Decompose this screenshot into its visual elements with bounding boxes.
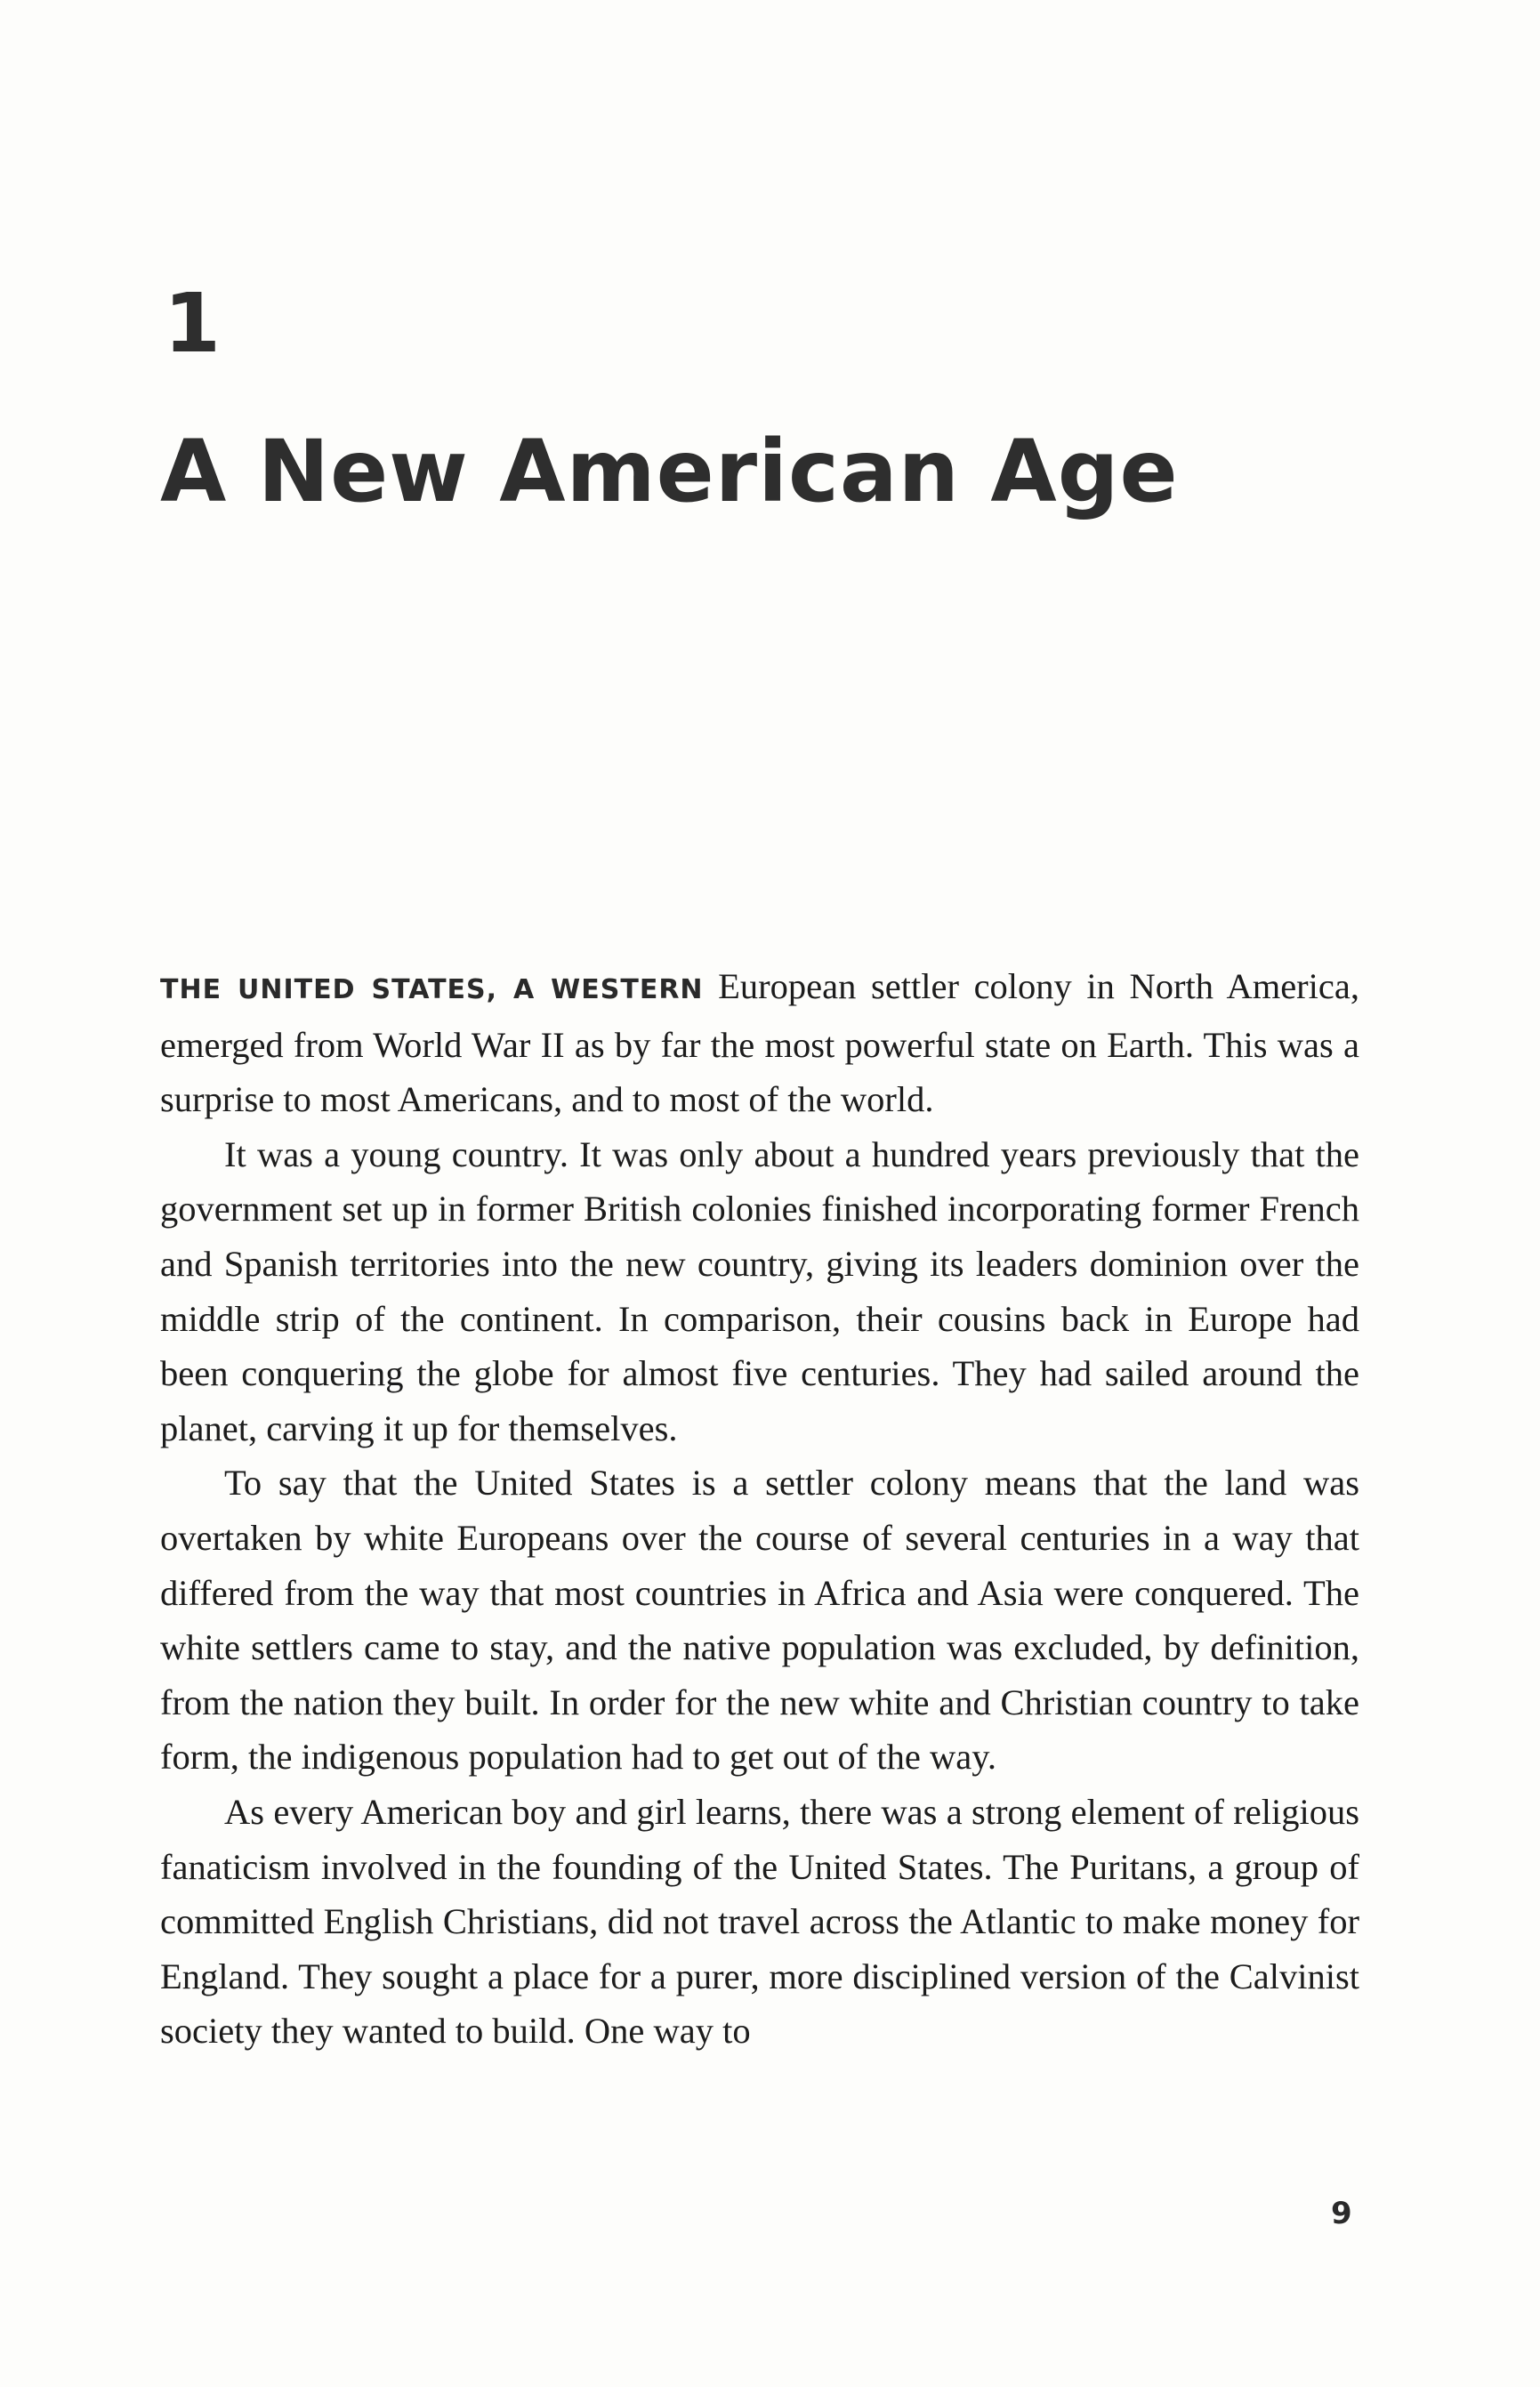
paragraph-4: As every American boy and girl learns, there was a strong element of religious fanaticism involved in the founding of the United States. The Puritans, a group of committed English Christians, did not travel across the Atlantic to make money for England. They sought a place for a purer, more disciplined version of the Calvinist society they wanted to build. One way to (160, 1791, 1359, 2052)
chapter-body (160, 959, 1359, 2059)
chapter-title: A New American Age (160, 422, 1179, 521)
paragraph-3: To say that the United States is a settler colony means that the land was overtaken by white Europeans over the course of several centuries in a way that differed from the way that most countries in Africa and Asia were conquered. The white settlers came to stay, and the native population was excluded, by definition, from the nation they built. In order for the new white and Christian country to take form, the indigenous population had to get out of the way. (160, 1463, 1359, 1778)
chapter-number: 1 (164, 276, 222, 371)
page-number: 9 (1331, 2196, 1352, 2231)
paragraph-1-text: European settler colony in North America, emerged from World War II as by far the most powerful state on Earth. This was a surprise to most Americans, and to most of the world. (160, 966, 1359, 1120)
lead-in-small-caps: THE UNITED STATES, A WESTERN (160, 974, 704, 1005)
paragraph-2: It was a young country. It was only about a hundred years previously that the government set up in former British colonies finished incorporating former French and Spanish territories into the new country, giving its leaders dominion over the middle strip of the continent. In comparison, their cousins back in Europe had been conquering the globe for almost five centuries. They had sailed around the planet, carving it up for themselves. (160, 1133, 1359, 1448)
paragraph-1 (160, 959, 1359, 1127)
